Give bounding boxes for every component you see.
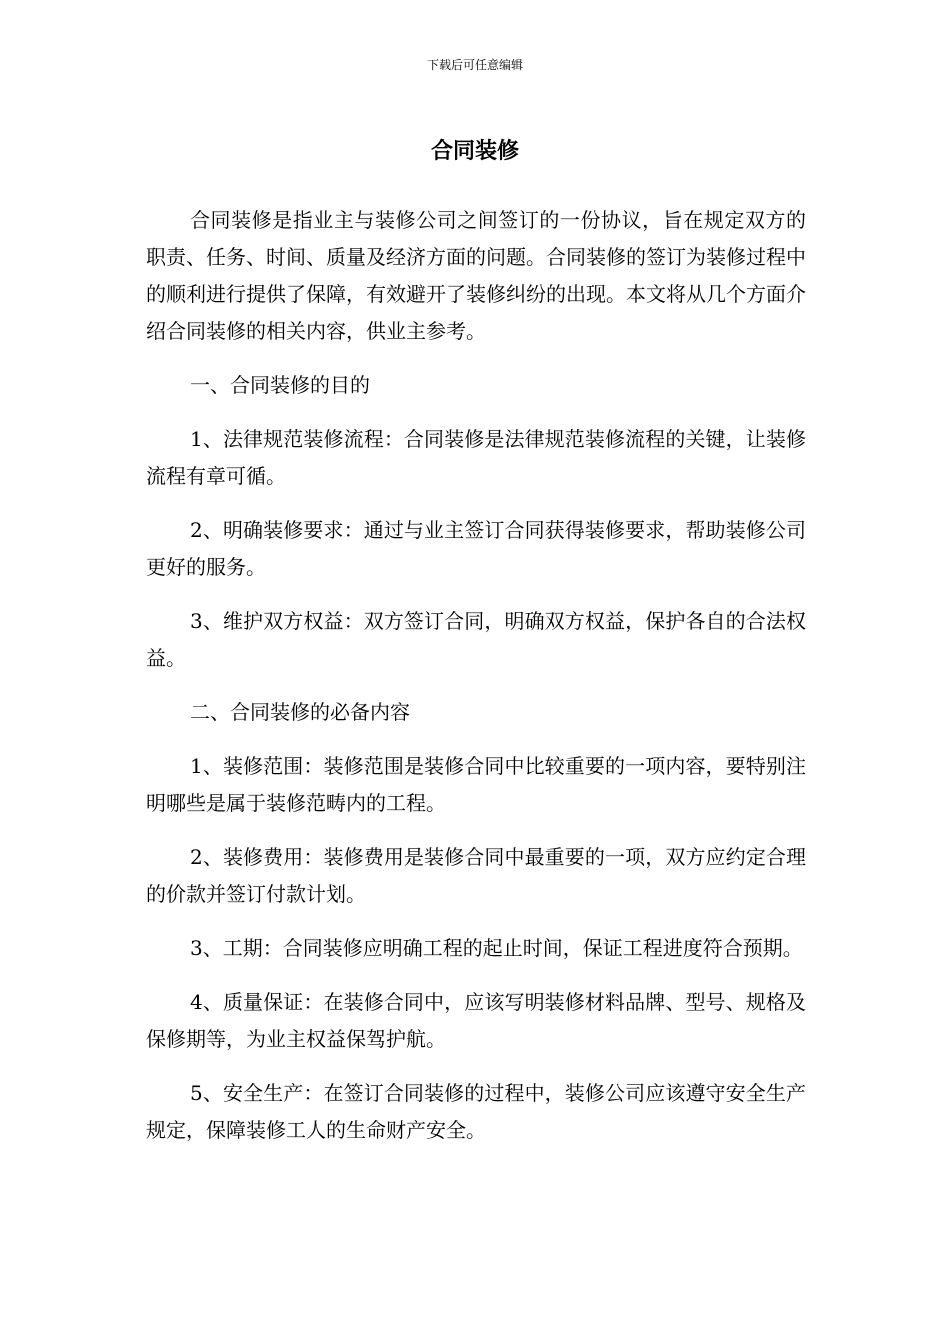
contents-item-2: 2、装修费用：装修费用是装修合同中最重要的一项，双方应约定合理的价款并签订付款计划。 [146, 845, 806, 906]
section-heading-contents: 二、合同装修的必备内容 [190, 700, 410, 724]
contents-item-3: 3、工期：合同装修应明确工程的起止时间，保证工程进度符合预期。 [190, 936, 803, 960]
contents-item-4: 4、质量保证：在装修合同中，应该写明装修材料品牌、型号、规格及保修期等，为业主权益保驾护航。 [146, 990, 806, 1051]
purpose-item-2: 2、明确装修要求：通过与业主签订合同获得装修要求，帮助装修公司更好的服务。 [146, 518, 806, 579]
contents-item-1: 1、装修范围：装修范围是装修合同中比较重要的一项内容，要特别注明哪些是属于装修范畴内的工程。 [146, 754, 806, 815]
document-title: 合同装修 [430, 139, 519, 164]
intro-paragraph: 合同装修是指业主与装修公司之间签订的一份协议，旨在规定双方的职责、任务、时间、质量及经济方面的问题。合同装修的签订为装修过程中的顺利进行提供了保障，有效避开了装修纠纷的出现。本文将从几个方面介绍合同装修的相关内容，供业主参考。 [146, 208, 806, 343]
contents-item-5: 5、安全生产：在签订合同装修的过程中，装修公司应该遵守安全生产规定，保障装修工人的生命财产安全。 [146, 1081, 806, 1142]
header-note: 下载后可任意编辑 [426, 58, 523, 72]
document-body [146, 202, 806, 1166]
purpose-item-3: 3、维护双方权益：双方签订合同，明确双方权益，保护各自的合法权益。 [146, 609, 806, 670]
purpose-item-1: 1、法律规范装修流程：合同装修是法律规范装修流程的关键，让装修流程有章可循。 [146, 427, 806, 488]
section-heading-purpose: 一、合同装修的目的 [190, 373, 370, 397]
